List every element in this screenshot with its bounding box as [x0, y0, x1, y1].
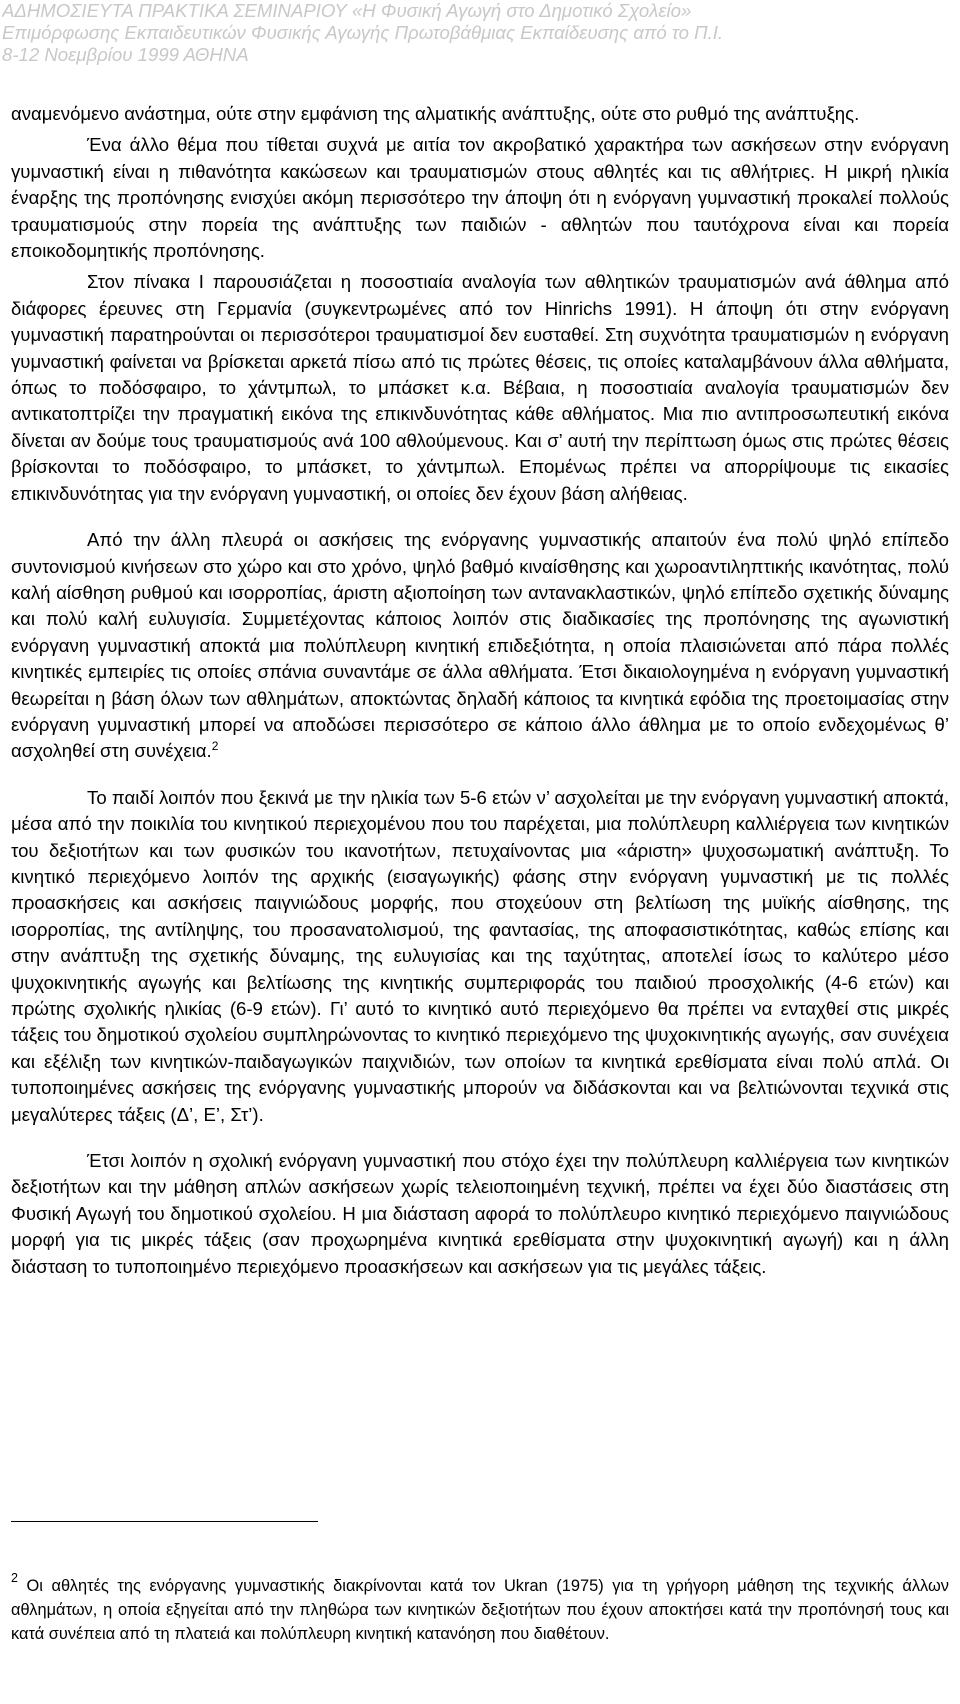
- header-line-3: 8-12 Νοεμβρίου 1999 ΑΘΗΝΑ: [2, 44, 249, 65]
- paragraph-coordination: [11, 527, 949, 765]
- paragraph-table-injuries: Στον πίνακα Ι παρουσιάζεται η ποσοστιαία αναλογία των αθλητικών τραυματισμών ανά άθλημα από διάφορες έρευνες στη Γερμανία (συγκεντρωμένες από τον Hinrichs 1991). Η άποψη ότι στην ενόργανη γυμναστική παρατηρούνται οι περισσότεροι τραυματισμοί δεν ευσταθεί. Στη συχνότητα τραυματισμών η ενόργανη γυμναστική φαίνεται να βρίσκεται αρκετά πίσω από τις πρώτες θέσεις, τις οποίες καταλαμβάνουν άλλα αθλήματα, όπως το ποδόσφαιρο, το χάντμπωλ, το μπάσκετ κ.α. Βέβαια, η ποσοστιαία αναλογία τραυματισμών δεν αντικατοπτρίζει την πραγματική εικόνα της επικινδυνότητας κάθε αθλήματος. Μια πιο αντιπροσωπευτική εικόνα δίνεται αν δούμε τους τραυματισμούς ανά 100 αθλούμενους. Και σ’ αυτή την περίπτωση όμως στις πρώτες θέσεις βρίσκονται το ποδόσφαιρο, το μπάσκετ, το χάντμπωλ. Επομένως πρέπει να απορρίψουμε τις εικασίες επικινδυνότητας για την ενόργανη γυμναστική, οι οποίες δεν έχουν βάση αλήθειας.: [11, 271, 949, 504]
- document-body: [11, 101, 949, 1280]
- paragraph-injuries: Ένα άλλο θέμα που τίθεται συχνά με αιτία τον ακροβατικό χαρακτήρα των ασκήσεων στην ενόργανη γυμναστική είναι η πιθανότητα κακώσεων και τραυματισμών στους αθλητές και τις αθλήτριες. Η μικρή ηλικία έναρξης της προπόνησης ενισχύει ακόμη περισσότερο την άποψη ότι η ενόργανη γυμναστική προκαλεί πολλούς τραυματισμούς στην πορεία της ανάπτυξης των παιδιών - αθλητών που ταυτόχρονα είναι και πορεία εποικοδομητικής προπόνησης.: [11, 134, 949, 262]
- footnote-reference: 2: [211, 739, 219, 754]
- footnote: [11, 1571, 949, 1646]
- paragraph-school-gymnastics: Έτσι λοιπόν η σχολική ενόργανη γυμναστική που στόχο έχει την πολύπλευρη καλλιέργεια των κινητικών δεξιοτήτων και την μάθηση απλών ασκήσεων χωρίς τελειοποιημένη τεχνική, πρέπει να έχει δύο διαστάσεις στη Φυσική Αγωγή του δημοτικού σχολείου. Η μια διάσταση αφορά το πολύπλευρο κινητικό περιεχόμενο παιγνιώδους μορφή για τις μικρές τάξεις (σαν προχωρημένα κινητικά ερεθίσματα στην ψυχοκινητική αγωγή) και η άλλη διάσταση το τυποποιημένο περιεχόμενο προασκήσεων και ασκήσεων για τις μεγάλες τάξεις.: [11, 1150, 949, 1277]
- paragraph-continuation: αναμενόμενο ανάστημα, ούτε στην εμφάνιση της αλματικής ανάπτυξης, ούτε στο ρυθμό της ανάπτυξης.: [11, 103, 860, 124]
- paragraph-child-development: Το παιδί λοιπόν που ξεκινά με την ηλικία των 5-6 ετών ν’ ασχολείται με την ενόργανη γυμναστική αποκτά, μέσα από την ποικιλία του κινητικού περιεχομένου που του παρέχεται, μια πολύπλευρη καλλιέργεια των κινητικών του δεξιοτήτων και των φυσικών του ικανοτήτων, πετυχαίνοντας μια «άριστη» ψυχοσωματική ανάπτυξη. Το κινητικό περιεχόμενο λοιπόν της αρχικής (εισαγωγικής) φάσης στην ενόργανη γυμναστική με τις πολλές προασκήσεις και ασκήσεις παιγνιώδους μορφής, που στοχεύουν στη βελτίωση της μυϊκής αίσθησης, της ισορροπίας, της αντίληψης, του προσανατολισμού, της φαντασίας, της αποφασιστικότητας, καθώς επίσης και στην ανάπτυξη της σχετικής δύναμης, της ευλυγισίας και της ταχύτητας, αποτελεί ίσως το καλύτερο μέσο ψυχοκινητικής αγωγής και βελτίωσης της κινητικής συμπεριφοράς του παιδιού προσχολικής (4-6 ετών) και πρώτης σχολικής ηλικίας (6-9 ετών). Γι’ αυτό το κινητικό αυτό περιεχόμενο θα πρέπει να ενταχθεί στις μικρές τάξεις του δημοτικού σχολείου συμπληρώνοντας το κινητικό περιεχόμενο της ψυχοκινητικής αγωγής, σαν συνέχεια και εξέλιξη των κινητικών-παιδαγωγικών παιχνιδιών, των οποίων τα κινητικά ερεθίσματα είναι πολύ απλά. Οι τυποποιημένες ασκήσεις της ενόργανης γυμναστικής μπορούν να διδάσκονται και να βελτιώνονται τεχνικά στις μεγαλύτερες τάξεις (Δ’, Ε’, Στ’).: [11, 786, 949, 1125]
- footnote-mark: 2: [11, 1571, 18, 1585]
- header-line-1: ΑΔΗΜΟΣΙΕΥΤΑ ΠΡΑΚΤΙΚΑ ΣΕΜΙΝΑΡΙΟΥ «Η Φυσική Αγωγή στο Δημοτικό Σχολείο»: [2, 0, 692, 21]
- header-line-2: Επιμόρφωσης Εκπαιδευτικών Φυσικής Αγωγής Πρωτοβάθμιας Εκπαίδευσης από το Π.Ι.: [2, 22, 724, 43]
- footnote-text: Οι αθλητές της ενόργανης γυμναστικής διακρίνονται κατά τον Ukran (1975) για τη γρήγορη μάθηση της τεχνικής άλλων αθλημάτων, η οποία εξηγείται από την πληθώρα των κινητικών δεξιοτήτων που έχουν αποκτήσει κατά την προπόνησή τους και κατά συνέπεια από τη πλατειά και πολύπλευρη κινητική κατανόηση που διαθέτουν.: [11, 1577, 949, 1643]
- page-header: [2, 0, 952, 66]
- footnote-separator: [11, 1521, 318, 1522]
- paragraph-coordination-text: Από την άλλη πλευρά οι ασκήσεις της ενόργανης γυμναστικής απαιτούν ένα πολύ ψηλό επίπεδο συντονισμού κινήσεων στο χώρο και στο χρόνο, ψηλό βαθμό κιναίσθησης και χωροαντιληπτικής ικανότητας, πολύ καλή αίσθηση ρυθμού και ισορροπίας, άριστη αξιοποίηση των αντανακλαστικών, ψηλό επίπεδο σχετικής δύναμης και πολύ καλή ευλυγισία. Συμμετέχοντας κάποιος λοιπόν στις διαδικασίες της προπόνησης της αγωνιστική ενόργανη γυμναστική αποκτά μια πολύπλευρη κινητική επιδεξιότητα, η οποία πλαισιώνεται από πάρα πολλές κινητικές εμπειρίες τις οποίες σπάνια συναντάμε σε άλλα αθλήματα. Έτσι δικαιολογημένα η ενόργανη γυμναστική θεωρείται η βάση όλων των αθλημάτων, αποκτώντας δηλαδή κάποιος τα κινητικά εφόδια της προετοιμασίας στην ενόργανη γυμναστική μπορεί να αποδώσει περισσότερο σε κάποιο άλλο άθλημα με το οποίο ενδεχομένως θ’ ασχοληθεί στη συνέχεια.: [11, 529, 949, 762]
